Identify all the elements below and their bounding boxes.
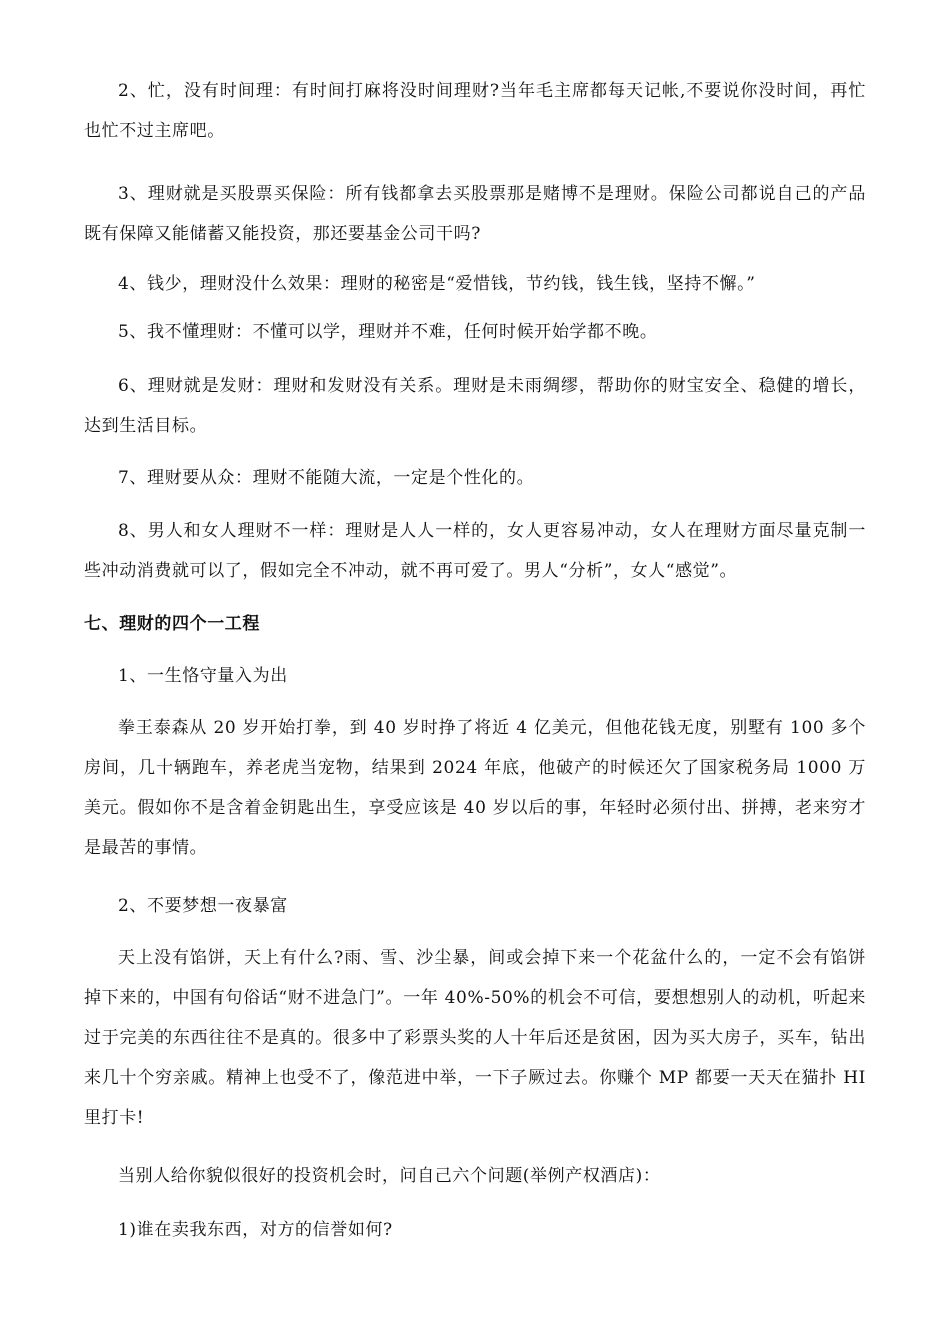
subheading-1: 1、一生恪守量入为出 bbox=[118, 666, 288, 686]
paragraph-six-questions: 当别人给你貌似很好的投资机会时，问自己六个问题(举例产权酒店)： bbox=[118, 1166, 661, 1186]
section-heading: 七、理财的四个一工程 bbox=[84, 614, 260, 634]
paragraph-myth-4: 4、钱少，理财没什么效果：理财的秘密是“爱惜钱，节约钱，钱生钱，坚持不懈。” bbox=[118, 274, 756, 294]
paragraph-myth-3: 3、理财就是买股票买保险：所有钱都拿去买股票那是赌博不是理财。保险公司都说自己的产品既有保障又能储蓄又能投资，那还要基金公司干吗? bbox=[84, 184, 866, 244]
paragraph-myth-6: 6、理财就是发财：理财和发财没有关系。理财是未雨绸缪，帮助你的财宝安全、稳健的增长，达到生活目标。 bbox=[84, 376, 866, 436]
paragraph-myth-8: 8、男人和女人理财不一样：理财是人人一样的，女人更容易冲动，女人在理财方面尽量克制一些冲动消费就可以了，假如完全不冲动，就不再可爱了。男人“分析”，女人“感觉”。 bbox=[84, 521, 866, 581]
paragraph-tyson: 拳王泰森从 20 岁开始打拳，到 40 岁时挣了将近 4 亿美元，但他花钱无度，别墅有 100 多个房间，几十辆跑车，养老虎当宠物，结果到 2024 年底，他破产的时候还欠了国家税务局 1000 万美元。假如你不是含着金钥匙出生，享受应该是 40 岁以后的事，年轻时必须付出、拼搏，老来穷才是最苦的事情。 bbox=[84, 718, 866, 858]
paragraph-no-windfall: 天上没有馅饼，天上有什么?雨、雪、沙尘暴，间或会掉下来一个花盆什么的，一定不会有馅饼掉下来的，中国有句俗话“财不进急门”。一年 40%-50%的机会不可信，要想想别人的动机，听起来过于完美的东西往往不是真的。很多中了彩票头奖的人十年后还是贫困，因为买大房子，买车，钻出来几十个穷亲戚。精神上也受不了，像范进中举，一下子厥过去。你赚个 MP 都要一天天在猫扑 HI 里打卡! bbox=[84, 948, 866, 1128]
paragraph-myth-2: 2、忙，没有时间理：有时间打麻将没时间理财?当年毛主席都每天记帐,不要说你没时间，再忙也忙不过主席吧。 bbox=[84, 81, 866, 141]
list-item-question-1: 1)谁在卖我东西，对方的信誉如何? bbox=[118, 1220, 393, 1240]
subheading-2: 2、不要梦想一夜暴富 bbox=[118, 896, 288, 916]
paragraph-myth-7: 7、理财要从众：理财不能随大流，一定是个性化的。 bbox=[118, 468, 535, 488]
paragraph-myth-5: 5、我不懂理财：不懂可以学，理财并不难，任何时候开始学都不晚。 bbox=[118, 322, 658, 342]
